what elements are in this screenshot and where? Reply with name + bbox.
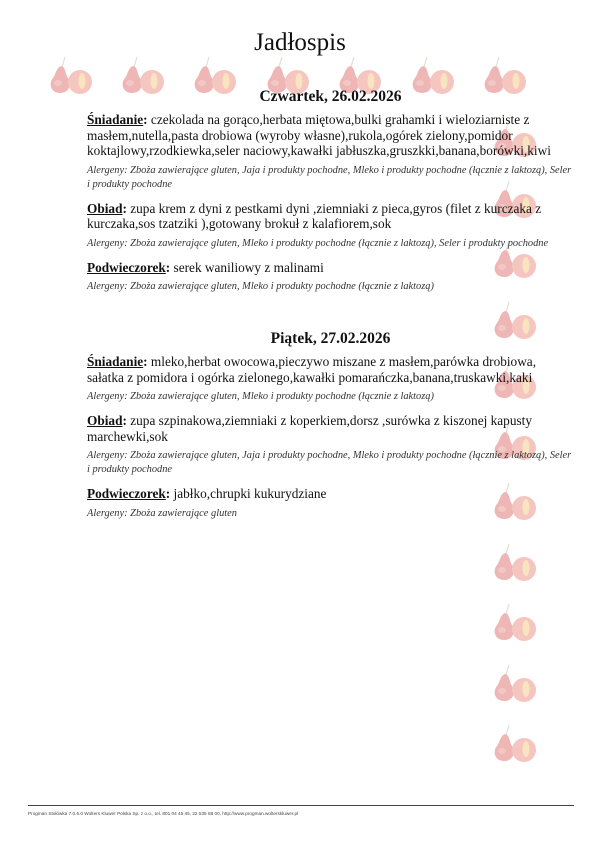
meal-name: Obiad [87,200,123,216]
meal-name: Śniadanie [87,112,144,127]
meal-items: mleko,herbat owocowa,pieczywo miszane z masłem,parówka drobiowa, sałatka z pomidora i ogórka zielonego,kawałki pomarańczka,banana,truskawki,kaki [87,354,537,385]
pear-apple-icon [488,723,538,763]
meal-items: zupa szpinakowa,ziemniaki z koperkiem,dorsz ,surówka z kiszonej kapusty marchewki,sok [87,413,532,444]
meal-allergens: Alergeny: Zboża zawierające gluten, Mleko i produkty pochodne (łącznie z laktozą), Seler i produkty pochodne [87,237,549,249]
pear-apple-icon [488,663,538,703]
meal-snack [87,260,574,276]
pear-apple-icon [488,602,538,642]
meal-items: zupa krem z dyni z pestkami dyni ,ziemniaki z pieca,gyros (filet z kurczaka z kurczaka,sos tzatziki ),gotowany brokuł z kalafiorem,sok [87,200,542,231]
meal-colon: : [165,259,171,275]
meal-name: Śniadanie [87,354,144,369]
meal-allergens: Alergeny: Zboża zawierające gluten, Mleko i produkty pochodne (łącznie z laktozą) [87,281,434,292]
meal-snack [87,486,574,502]
meal-allergens: Alergeny: Zboża zawierające gluten, Jaja i produkty pochodne, Mleko i produkty pochodne (łącznie z laktozą), Seler i produkty pochodne [87,164,572,190]
meal-colon: : [143,354,148,369]
meal-name: Podwieczorek [87,259,166,275]
day-heading: Piątek, 27.02.2026 [270,330,391,347]
meal-allergens: Alergeny: Zboża zawierające gluten, Mleko i produkty pochodne (łącznie z laktozą) [87,391,434,402]
page-title: Jadłospis [254,29,346,56]
meal-allergens: Alergeny: Zboża zawierające gluten [87,507,237,519]
day-heading: Czwartek, 26.02.2026 [259,88,402,105]
meal-colon: : [165,486,171,501]
meal-breakfast [87,354,574,385]
meal-items: serek waniliowy z malinami [170,259,324,275]
meal-colon: : [122,413,127,428]
meal-colon: : [143,112,148,127]
meal-name: Podwieczorek [87,486,166,501]
meal-colon: : [122,200,127,216]
footer-divider [28,805,574,806]
footer-text: Progman Stołówka 7.0.6.0 Wolters Kluwer Polska Sp. z o.o., tel. 801 04 45 45, 22 535 88 00, http://www.progman.wolterskluwer.pl [28,811,299,816]
day-friday [87,330,574,530]
pear-apple-icon [488,542,538,582]
meal-name: Obiad [87,413,123,428]
meal-lunch [87,413,574,444]
meal-lunch [87,201,574,232]
meal-items: czekolada na gorąco,herbata miętowa,bulki grahamki i wieloziarniste z masłem,nutella,pasta drobiowa (wyroby własne),rukola,ogórek zielony,pomidor koktajlowy,rzodkiewka,seler naciowy,kawałki jabłuszka,gruszkki,banana,borówki,kiwi [87,112,551,158]
meal-items: jabłko,chrupki kukurydziane [170,486,327,501]
meal-breakfast [87,112,574,159]
meal-allergens: Alergeny: Zboża zawierające gluten, Jaja i produkty pochodne, Mleko i produkty pochodne (łącznie z laktozą), Seler i produkty pochodne [87,450,572,475]
day-thursday [87,88,574,303]
